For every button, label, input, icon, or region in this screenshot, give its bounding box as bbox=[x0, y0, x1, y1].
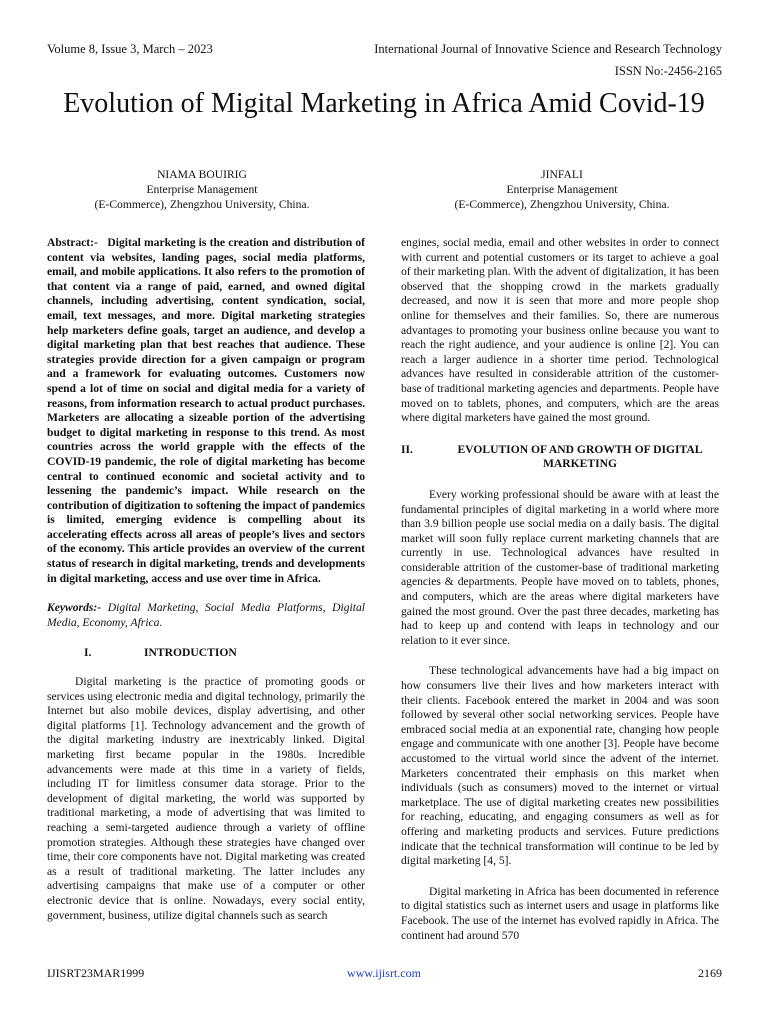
keywords-text: Digital Marketing, Social Media Platforms, Digital Media, Economy, Africa. bbox=[47, 601, 365, 629]
abstract-text: Digital marketing is the creation and distribution of content via websites, landing pages, social media platforms, email, and mobile applications. It also refers to the promotion of that content via a range of paid, earned, and owned digital channels, including advertising, content syndication, social, email, text messages, and more. Digital marketing strategies help marketers define goals, target an audience, and develop a digital marketing plan that best reaches that audience. These strategies provide direction for a given campaign or program and a framework for evaluating outcomes. Customers now spend a lot of time on social and digital media for a variety of reasons, from information research to actual product purchases. Marketers are allocating a sizeable portion of the advertising budget to digital marketing in response to this trend. As most countries across the world grapple with the effects of the COVID-19 pandemic, the role of digital marketing has become central to continued economic and societal activity and to lessening the pandemic’s impact. While research on the contribution of digitization to softening the impact of pandemics is limited, emerging evidence is compelling about its accelerating effects across all areas of people’s lives and sectors of the economy. This article provides an overview of the current status of research in digital marketing, trends and developments in digital marketing, access and use over time in Africa. bbox=[47, 236, 365, 585]
author-affiliation: (E-Commerce), Zhengzhou University, China. bbox=[94, 198, 310, 211]
paper-title: Evolution of Migital Marketing in Africa Amid Covid-19 bbox=[63, 88, 705, 119]
intro-paragraph: Digital marketing is the practice of promoting goods or services using electronic media and digital technology, primarily the Internet but also mobile devices, display advertising, and other digital platforms [1]. Technology advancement and the growth of the digital marketing industry are inextricably linked. Digital marketing first became popular in the 1980s. Incredible advancements were made at this time in a variety of fields, including IT for limitless consumer data storage. Prior to the development of digital marketing, the world was supported by traditional marketing, a mode of advertising that was limited to reaching a semi-targeted audience through a variety of offline promotion strategies. Although these strategies have changed over time, their core components have not. Digital marketing was created as a result of traditional marketing. The latter includes any advertising campaigns that make use of a computer or other electronic device that is online. Nowadays, every social entity, government, business, utilize digital channels such as search bbox=[47, 675, 365, 922]
author-dept: Enterprise Management bbox=[146, 183, 258, 196]
section-heading-evolution bbox=[401, 443, 719, 472]
issn: ISSN No:-2456-2165 bbox=[614, 64, 722, 78]
author-block-2 bbox=[402, 167, 722, 212]
left-column bbox=[47, 236, 365, 923]
page-number: 2169 bbox=[698, 966, 722, 980]
journal-name: International Journal of Innovative Science and Research Technology bbox=[374, 42, 722, 56]
right-column bbox=[401, 236, 719, 943]
keywords bbox=[47, 601, 365, 630]
section-heading-introduction bbox=[47, 646, 365, 661]
section-title: INTRODUCTION bbox=[144, 646, 237, 660]
evolution-paragraph-1: Every working professional should be aware with at least the fundamental principles of digital marketing in a world where more than 3.9 billion people use social media on a daily basis. The digital market will soon fully replace current marketing channels that are currently in use. Technological advances have resulted in considerable attrition of the customer-base of traditional marketing agencies & departments. People have moved on to tablets, phones, and computers, which are the areas where digital marketers have gained the most ground. Over the past three decades, marketing has had to keep up and contend with leaps in technology and our relation to it ever since. bbox=[401, 487, 719, 647]
journal-url-wrap bbox=[0, 966, 768, 981]
evolution-paragraph-3: Digital marketing in Africa has been documented in reference to digital statistics such as internet users and usage in platforms like Facebook. The use of the internet has evolved rapidly in Africa. The continent had around 570 bbox=[401, 884, 719, 942]
author-affiliation: (E-Commerce), Zhengzhou University, China. bbox=[454, 198, 670, 211]
author-name: JINFALI bbox=[541, 168, 583, 181]
keywords-label: Keywords:- bbox=[47, 601, 102, 615]
abstract-label: Abstract:- bbox=[47, 236, 98, 249]
author-block-1 bbox=[42, 167, 362, 212]
author-dept: Enterprise Management bbox=[506, 183, 618, 196]
paper-code: IJISRT23MAR1999 bbox=[47, 966, 145, 980]
evolution-paragraph-2: These technological advancements have had a big impact on how consumers live their lives and how marketers interact with their clients. Facebook entered the market in 2004 and was soon followed by several other social networking services. People have embraced social media at an exponential rate, changing how people engage and communicate with one another [3]. People have become accustomed to the virtual world since the advent of the internet. Marketers concentrated their emphasis on this market when individuals (such as consumers) moved to the internet or virtual marketplace. The use of digital marketing creates new possibilities for reaching, educating, and engaging consumers as well as for offering and marketing products and services. Future predictions indicate that the technical transformation will continue to be led by digital marketing [4, 5]. bbox=[401, 664, 719, 868]
abstract bbox=[47, 236, 365, 586]
author-name: NIAMA BOUIRIG bbox=[157, 168, 247, 181]
section-number: II. bbox=[401, 442, 413, 456]
journal-url[interactable]: www.ijisrt.com bbox=[347, 966, 421, 980]
volume-issue: Volume 8, Issue 3, March – 2023 bbox=[47, 42, 213, 56]
intro-continued-paragraph: engines, social media, email and other websites in order to connect with current and potential customers or its target to achieve a goal of their marketing plan. With the advent of digitalization, it has been observed that the shopping crowd in the markets gradually decreased, and now it is seen that more and more people shop online for themselves and their families. So, there are numerous advantages to promoting your business online because you want to reach the right audience, and your audience is online [2]. You can reach a larger audience in a shorter time period. Technological advances have resulted in considerable attrition of the customer-base of traditional marketing agencies and departments. People have moved on to tablets, phones, and computers, which are the areas where digital marketers have gained the most ground. bbox=[401, 236, 719, 425]
section-title: EVOLUTION OF AND GROWTH OF DIGITAL MARKETING bbox=[457, 442, 703, 471]
section-number: I. bbox=[84, 646, 92, 660]
